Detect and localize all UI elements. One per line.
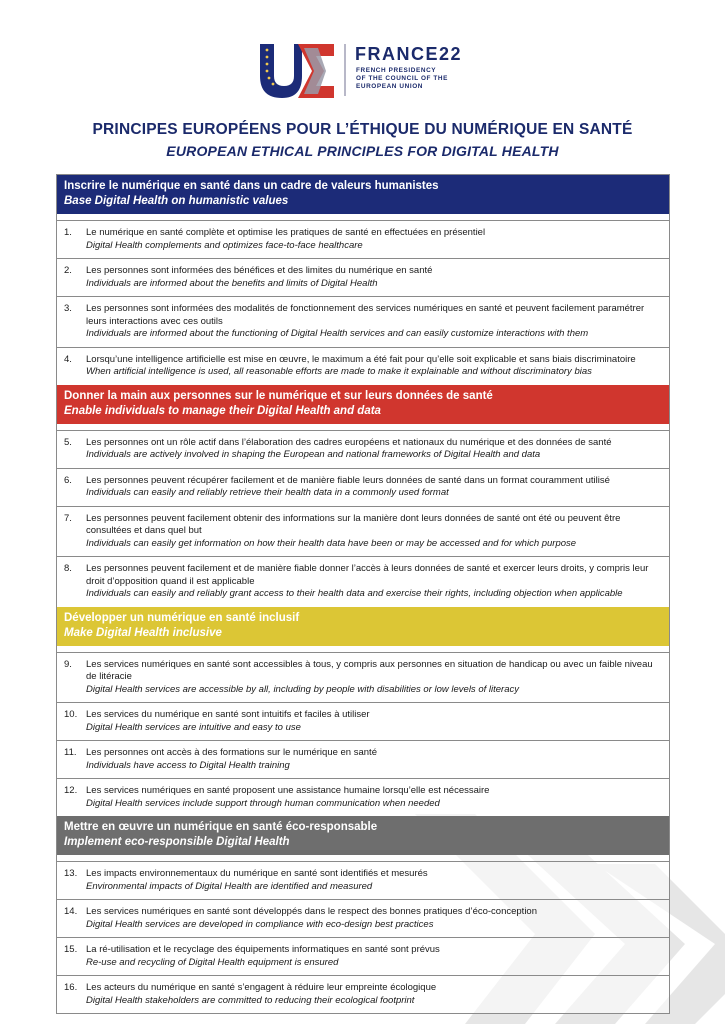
principle-text-fr: Les personnes sont informées des modalités de fonctionnement des services numériques en santé et peuvent facilement paramétrer leurs interactions avec ces outils — [86, 303, 645, 327]
principle-row — [57, 469, 669, 507]
principle-number: 12. — [64, 785, 78, 796]
principle-text-fr: Le numérique en santé complète et optimise les pratiques de santé en effectuées en présentiel — [86, 227, 486, 238]
principle-text-en: When artificial intelligence is used, all reasonable efforts are made to make it explainable and without discriminatory bias — [86, 366, 592, 377]
section-title-en: Enable individuals to manage their Digital Health and data — [64, 404, 381, 417]
header — [0, 42, 725, 102]
principle-text-en: Individuals are actively involved in shaping the European and national frameworks of Digital Health and data — [86, 449, 541, 460]
section-header-inclusive — [57, 607, 669, 646]
page-title-en: EUROPEAN ETHICAL PRINCIPLES FOR DIGITAL HEALTH — [166, 143, 559, 159]
principle-row — [57, 779, 669, 816]
principle-number: 14. — [64, 906, 78, 917]
principle-number: 3. — [64, 303, 72, 314]
logo-divider — [344, 44, 346, 96]
principle-number: 6. — [64, 474, 72, 486]
section-title-fr: Donner la main aux personnes sur le numérique et sur leurs données de santé — [64, 389, 493, 402]
logo-subtitle — [356, 67, 448, 91]
principle-text-en: Digital Health complements and optimizes face-to-face healthcare — [86, 239, 363, 251]
principle-text-fr: Les personnes peuvent récupérer facilement et de manière fiable leurs données de santé dans un format couramment utilisé — [86, 474, 610, 486]
principle-number: 8. — [64, 563, 72, 574]
section-spacer — [57, 855, 669, 862]
principle-row — [57, 431, 669, 469]
section-title-fr: Mettre en œuvre un numérique en santé éco-responsable — [64, 821, 378, 833]
principle-row — [57, 297, 669, 348]
principle-row — [57, 259, 669, 297]
principle-row — [57, 221, 669, 259]
principle-row — [57, 348, 669, 385]
section-spacer — [57, 214, 669, 221]
principle-number: 13. — [64, 868, 78, 879]
section-spacer — [57, 424, 669, 431]
principle-number: 5. — [64, 436, 72, 448]
section-title-en: Make Digital Health inclusive — [64, 626, 222, 639]
principle-text-en: Individuals are informed about the functioning of Digital Health services and can easily customize interactions with them — [86, 328, 589, 339]
section-header-empowerment — [57, 385, 669, 424]
principle-number: 16. — [64, 982, 78, 993]
logo-subtitle-line: EUROPEAN UNION — [356, 83, 423, 90]
principle-number: 1. — [64, 227, 72, 238]
principle-text-fr: Les services numériques en santé sont accessibles à tous, y compris aux personnes en situation de handicap ou avec un faible niveau de litéracie — [86, 658, 653, 682]
principle-text-en: Environmental impacts of Digital Health are identified and measured — [86, 880, 373, 892]
section-spacer — [57, 646, 669, 653]
page-title-fr: PRINCIPES EUROPÉENS POUR L’ÉTHIQUE DU NUMÉRIQUE EN SANTÉ — [92, 121, 633, 138]
section-header-humanistic — [57, 175, 669, 214]
principle-text-fr: Lorsqu’une intelligence artificielle est mise en œuvre, le maximum a été fait pour qu’elle soit explicable et sans biais discriminatoire — [86, 353, 636, 365]
principle-text-en: Digital Health services are intuitive and easy to use — [86, 721, 301, 733]
principle-row — [57, 653, 669, 704]
france22-logo-icon — [258, 42, 336, 100]
principle-number: 4. — [64, 353, 72, 365]
principle-text-en: Individuals can easily and reliably grant access to their health data and exercise their rights, including objection when applicable — [86, 588, 623, 599]
principle-row — [57, 976, 669, 1013]
principle-row — [57, 507, 669, 558]
principle-row — [57, 741, 669, 779]
principle-text-fr: Les impacts environnementaux du numérique en santé sont identifiés et mesurés — [86, 868, 428, 879]
logo-title: FRANCE22 — [355, 44, 463, 64]
principle-text-fr: Les acteurs du numérique en santé s’engagent à réduire leur empreinte écologique — [86, 982, 437, 993]
principle-text-fr: Les personnes sont informées des bénéfices et des limites du numérique en santé — [86, 265, 433, 276]
principle-number: 15. — [64, 944, 78, 955]
section-title-fr: Inscrire le numérique en santé dans un cadre de valeurs humanistes — [64, 180, 439, 192]
section-title-en: Implement eco-responsible Digital Health — [64, 836, 290, 848]
section-title-fr: Développer un numérique en santé inclusif — [64, 611, 300, 624]
principle-text-fr: Les services numériques en santé sont développés dans le respect des bonnes pratiques d’éco-conception — [86, 906, 538, 917]
principle-text-fr: Les personnes peuvent facilement et de manière fiable donner l’accès à leurs données de santé et exercer leurs droits, y compris leur droit d’opposition quand il est applicable — [86, 563, 649, 587]
principle-text-en: Re-use and recycling of Digital Health equipment is ensured — [86, 956, 339, 968]
principle-text-fr: Les personnes ont un rôle actif dans l’élaboration des cadres européens et nationaux du numérique et des données de santé — [86, 436, 612, 448]
principle-row — [57, 703, 669, 741]
principle-number: 11. — [64, 747, 77, 758]
principle-row — [57, 938, 669, 976]
logo-subtitle-line: OF THE COUNCIL OF THE — [356, 75, 449, 82]
principle-text-en: Individuals can easily and reliably retrieve their health data in a commonly used format — [86, 487, 449, 498]
principle-text-en: Digital Health stakeholders are committed to reducing their ecological footprint — [86, 994, 415, 1006]
section-title-en: Base Digital Health on humanistic values — [64, 195, 289, 207]
principle-number: 10. — [64, 709, 78, 720]
principle-text-en: Digital Health services are developed in compliance with eco-design best practices — [86, 918, 434, 930]
logo-subtitle-line: FRENCH PRESIDENCY — [356, 67, 437, 74]
principle-text-en: Individuals are informed about the benefits and limits of Digital Health — [86, 277, 378, 289]
principle-number: 9. — [64, 658, 72, 670]
principle-text-fr: La ré-utilisation et le recyclage des équipements informatiques en santé sont prévus — [86, 944, 440, 955]
principle-text-fr: Les services numériques en santé proposent une assistance humaine lorsqu’elle est nécessaire — [86, 785, 490, 796]
principle-row — [57, 900, 669, 938]
principle-text-fr: Les services du numérique en santé sont intuitifs et faciles à utiliser — [86, 709, 370, 720]
principle-text-en: Digital Health services include support through human communication when needed — [86, 797, 440, 809]
principle-text-fr: Les personnes peuvent facilement obtenir des informations sur la manière dont leurs données de santé ont été ou peuvent être consultées et dans quel but — [86, 512, 621, 536]
principle-row — [57, 862, 669, 900]
principle-text-en: Digital Health services are accessible by all, including by people with disabilities or low levels of literacy — [86, 683, 519, 695]
section-header-eco-responsible — [57, 816, 669, 855]
principle-text-fr: Les personnes ont accès à des formations sur le numérique en santé — [86, 747, 377, 758]
principle-row — [57, 557, 669, 607]
principle-number: 2. — [64, 265, 72, 276]
principle-text-en: Individuals can easily get information on how their health data have been or may be accessed and for which purpose — [86, 537, 577, 549]
principle-number: 7. — [64, 512, 72, 524]
principles-table — [56, 174, 670, 1014]
principle-text-en: Individuals have access to Digital Health training — [86, 759, 290, 771]
